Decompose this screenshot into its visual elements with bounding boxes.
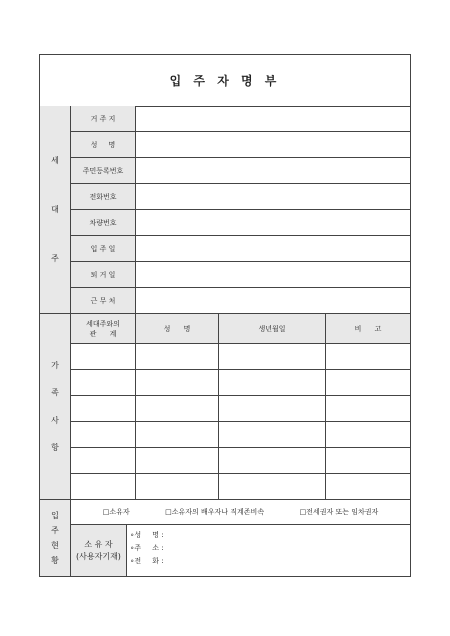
family-cell[interactable] (136, 396, 219, 422)
side-char: 족 (51, 388, 59, 398)
family-cell[interactable] (219, 344, 326, 370)
household-field-move-in-date[interactable] (136, 236, 410, 262)
owner-address-field[interactable]: ∘주 소 : (130, 544, 164, 552)
form-title: 입 주 자 명 부 (40, 55, 410, 107)
family-cell[interactable] (326, 396, 410, 422)
side-char: 황 (51, 556, 59, 565)
household-label-vehicle: 차량번호 (71, 210, 136, 236)
household-label-name: 성 명 (71, 132, 136, 158)
household-label-workplace: 근 무 처 (71, 288, 136, 314)
family-cell[interactable] (326, 370, 410, 396)
side-char: 세 (51, 156, 59, 165)
side-char: 항 (51, 442, 59, 452)
household-field-name[interactable] (136, 132, 410, 158)
owner-label (71, 525, 127, 576)
owner-label-line-2: (사용자기재) (76, 551, 121, 561)
family-cell[interactable] (71, 344, 136, 370)
relation-line-1: 세대주와의 (86, 319, 120, 328)
family-cell[interactable] (326, 474, 410, 500)
family-cell[interactable] (136, 474, 219, 500)
household-field-resident-number[interactable] (136, 158, 410, 184)
family-cell[interactable] (326, 344, 410, 370)
owner-label-line-1: 소 유 자 (84, 539, 113, 549)
side-char: 현 (51, 541, 59, 550)
side-char: 대 (51, 205, 59, 214)
household-label-resident-number: 주민등록번호 (71, 158, 136, 184)
family-cell[interactable] (326, 422, 410, 448)
family-header-birth: 생년월일 (219, 314, 326, 344)
family-side-label (40, 314, 71, 500)
family-cell[interactable] (71, 396, 136, 422)
family-header-name: 성 명 (136, 314, 219, 344)
family-cell[interactable] (136, 422, 219, 448)
family-cell[interactable] (136, 448, 219, 474)
family-cell[interactable] (136, 370, 219, 396)
owner-name-field[interactable]: ∘성 명 : (130, 531, 164, 539)
option-owner-family[interactable]: □소유자의 배우자나 직계존비속 (165, 508, 265, 516)
resident-register-form (39, 54, 411, 577)
household-label-address: 거 주 지 (71, 106, 136, 132)
owner-phone-field[interactable]: ∘전 화 : (130, 557, 164, 565)
household-label-move-in-date: 입 주 일 (71, 236, 136, 262)
family-cell[interactable] (219, 396, 326, 422)
status-options-row (71, 500, 410, 525)
household-label-phone: 전화번호 (71, 184, 136, 210)
side-char: 주 (51, 526, 59, 535)
family-cell[interactable] (219, 448, 326, 474)
family-cell[interactable] (136, 344, 219, 370)
household-label-move-out-date: 퇴 거 일 (71, 262, 136, 288)
side-char: 가 (51, 361, 59, 371)
family-cell[interactable] (71, 370, 136, 396)
household-field-workplace[interactable] (136, 288, 410, 314)
option-lessee[interactable]: □전세권자 또는 임차권자 (299, 508, 379, 516)
family-header-note: 비 고 (326, 314, 410, 344)
family-cell[interactable] (71, 474, 136, 500)
family-cell[interactable] (326, 448, 410, 474)
family-cell[interactable] (219, 422, 326, 448)
household-side-label (40, 106, 71, 314)
owner-info-fields (130, 529, 330, 568)
side-char: 사 (51, 415, 59, 425)
family-cell[interactable] (71, 422, 136, 448)
option-owner[interactable]: □소유자 (102, 508, 130, 516)
family-cell[interactable] (71, 448, 136, 474)
relation-line-2: 관 계 (89, 329, 117, 338)
household-field-move-out-date[interactable] (136, 262, 410, 288)
side-char: 입 (51, 511, 59, 520)
household-field-vehicle[interactable] (136, 210, 410, 236)
family-cell[interactable] (219, 474, 326, 500)
household-field-address[interactable] (136, 106, 410, 132)
status-side-label (40, 500, 71, 576)
family-cell[interactable] (219, 370, 326, 396)
household-field-phone[interactable] (136, 184, 410, 210)
side-char: 주 (51, 254, 59, 263)
family-header-relation (71, 314, 136, 344)
